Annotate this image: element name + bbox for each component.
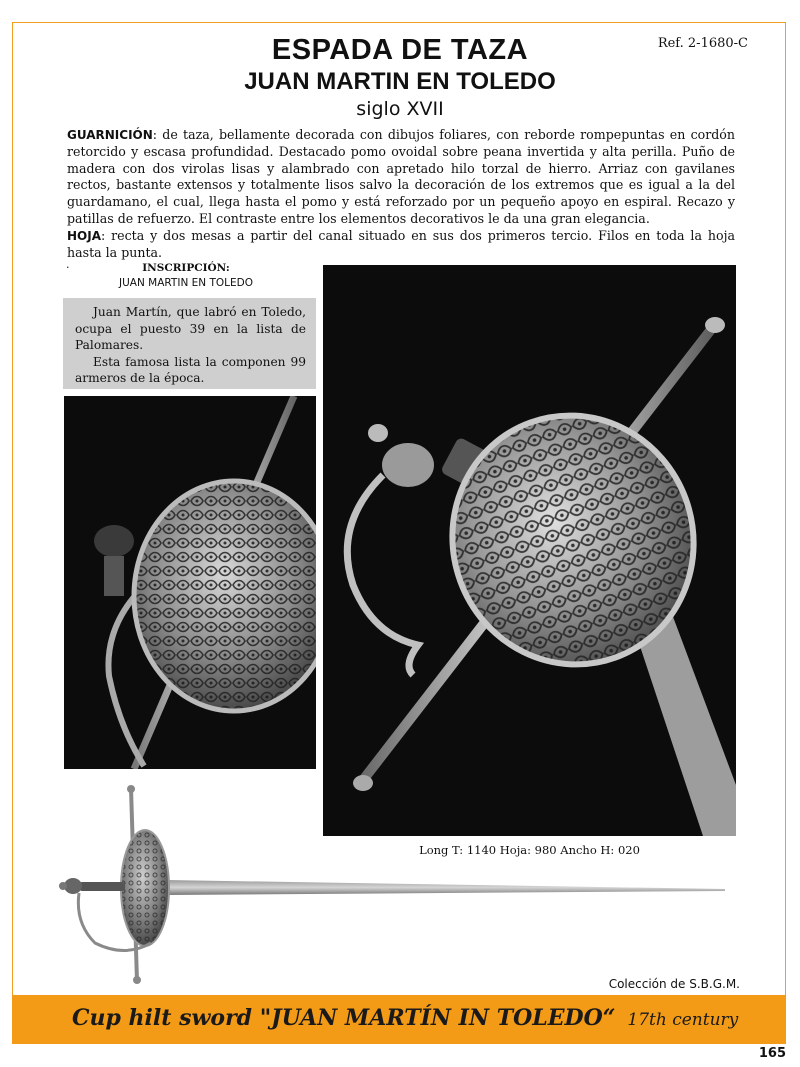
inscription-text: JUAN MARTIN EN TOLEDO (119, 277, 253, 289)
sword-measurements: Long T: 1140 Hoja: 980 Ancho H: 020 (419, 843, 640, 857)
note-paragraph-2: Esta famosa lista la componen 99 armeros de la época. (75, 354, 306, 385)
hilt-main-photo (323, 265, 736, 836)
stray-dot: . (66, 258, 70, 271)
page-subtitle: JUAN MARTIN EN TOLEDO (244, 68, 556, 95)
inscription-heading: INSCRIPCIÓN: (142, 262, 230, 274)
period-label: siglo XVII (356, 98, 444, 120)
note-paragraph-1: Juan Martín, que labró en Toledo, ocupa el puesto 39 en la lista de Palomares. (75, 305, 306, 352)
english-title: Cup hilt sword "JUAN MARTÍN IN TOLEDO“ (72, 1005, 616, 1031)
english-title-banner (12, 995, 786, 1044)
hoja-text: : recta y dos mesas a partir del canal situado en sus dos primeros tercio. Filos en toda la hoja hasta la punta. (67, 227, 735, 260)
english-period: 17th century (627, 1010, 739, 1030)
guarnicion-text: : de taza, bellamente decorada con dibujos foliares, con reborde rompepuntas en cordón retorcido y escasa profundidad. Destacado pomo ovoidal sobre peana invertida y alta perilla. Puño de madera con dos virolas lisas y alambrado con apretado hilo torzal de hierro. Arriaz con gavilanes rectos, bastante extensos y totalmente lisos salvo la decoración de los extremos que es igual a la del guardamano, el cual, llega hasta el pomo y está reforzado por un pequeño apoyo en espiral. Recazo y patillas de refuerzo. El contraste entre los elementos decorativos le da una gran elegancia. (67, 127, 735, 226)
page-number: 165 (758, 1046, 786, 1061)
description-text (67, 127, 735, 261)
armorer-note-box (63, 298, 316, 389)
collection-credit: Colección de S.B.G.M. (608, 977, 740, 991)
reference-number: Ref. 2-1680-C (657, 36, 748, 51)
full-sword-photo (55, 783, 745, 988)
page-title: ESPADA DE TAZA (271, 34, 529, 66)
hilt-closeup-photo (64, 396, 316, 769)
guarnicion-label: GUARNICIÓN (67, 128, 153, 142)
hoja-label: HOJA (67, 228, 101, 243)
